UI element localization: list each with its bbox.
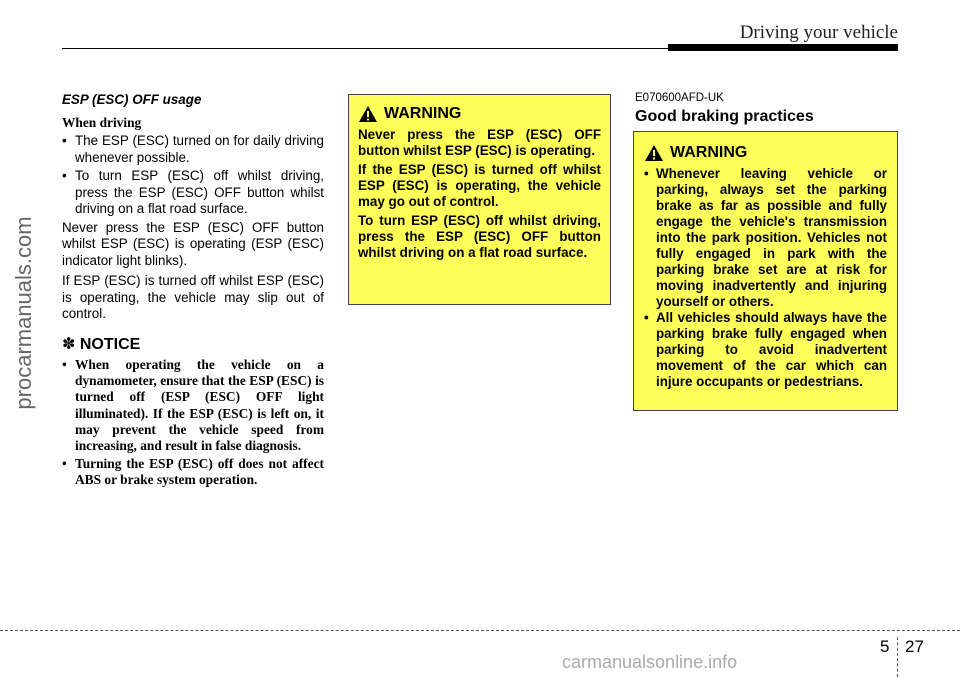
page-separator [897,637,898,677]
page-number: 27 [905,637,924,656]
list-item: • To turn ESP (ESC) off whilst driving, press the ESP (ESC) OFF button whilst driving on a flat road surface. [62,168,324,218]
list-item: • All vehicles should always have the parking brake fully engaged when parking to avoid inadvertent movement of the car which can injure occupants or pedestrians. [644,310,887,390]
warning-paragraph: To turn ESP (ESC) off whilst driving, press the ESP (ESC) OFF button whilst driving on a flat road surface. [358,213,601,260]
list-item: • When operating the vehicle on a dynamometer, ensure that the ESP (ESC) is turned off (ESP (ESC) OFF light illuminated). If the ESP (ESC) is left on, it may prevent the vehicle speed from increasing, and result in false diagnosis. [62,357,324,454]
list-item: • Whenever leaving vehicle or parking, always set the parking brake as far as possible and fully engage the vehicle's transmission into the park position. Vehicles not fully engaged in park with the parking brake set are at risk for moving inadvertently and injuring yourself or others. [644,166,887,310]
chapter-number: 5 [880,637,890,656]
bottom-watermark: carmanualsonline.info [562,652,738,672]
warning-header [358,105,601,123]
good-braking-heading: Good braking practices [635,108,814,125]
paragraph: If ESP (ESC) is turned off whilst ESP (ESC) is operating, the vehicle may slip out of control. [62,273,324,321]
warning-paragraph: If the ESP (ESC) is turned off whilst ESP (ESC) is operating, the vehicle may go out of control. [358,162,601,209]
section-code: E070600AFD-UK [635,92,724,104]
warning-box-braking [633,131,898,411]
list-item: • The ESP (ESC) turned on for daily driving whenever possible. [62,133,324,166]
list-item: • Turning the ESP (ESC) off does not affect ABS or brake system operation. [62,456,324,488]
right-column [635,92,899,126]
warning-title: WARNING [384,105,462,122]
warning-list [644,166,887,390]
warning-triangle-icon [358,105,378,123]
header-bar [668,44,898,51]
warning-header [644,144,887,162]
when-driving-label: When driving [62,114,142,130]
notice-heading: ✽ NOTICE [62,335,141,353]
warning-paragraph: Never press the ESP (ESC) OFF button whilst ESP (ESC) is operating. [358,127,601,158]
warning-box-esp [348,94,611,305]
left-column [62,92,324,491]
side-watermark: procarmanuals.com [11,216,36,410]
header-rule [62,48,668,49]
esp-off-usage-heading: ESP (ESC) OFF usage [62,92,202,107]
header-title: Driving your vehicle [739,22,898,43]
warning-title: WARNING [670,144,748,161]
esp-bullet-list [62,133,324,218]
paragraph: Never press the ESP (ESC) OFF button whilst ESP (ESC) is operating (ESP (ESC) indicator light blinks). [62,219,324,268]
notice-list [62,357,324,489]
footer-rule [0,630,960,631]
warning-triangle-icon [644,144,664,162]
